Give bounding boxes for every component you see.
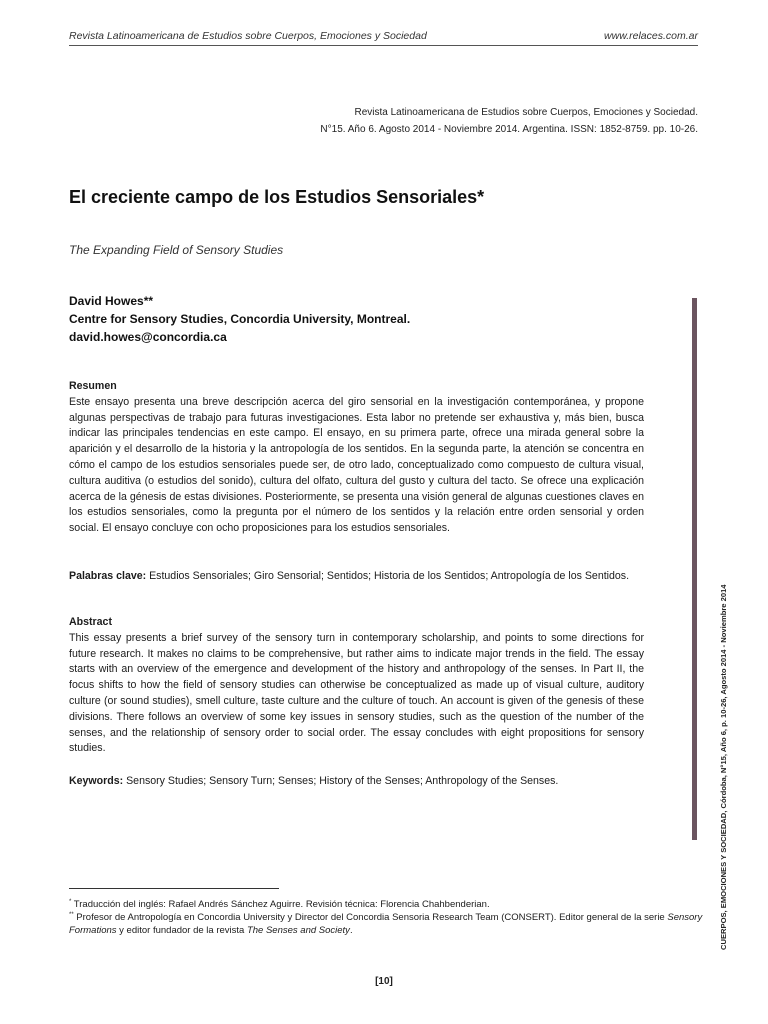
footnote-1-mark: * [69,899,72,905]
article-title: El creciente campo de los Estudios Sensoriales* [69,187,485,207]
keywords-text: Sensory Studies; Sensory Turn; Senses; History of the Senses; Anthropology of the Senses. [123,775,559,787]
footnote-2-text-c: . [349,925,353,937]
journal-info-line-1: Revista Latinoamericana de Estudios sobre Cuerpos, Emociones y Sociedad. [354,107,698,118]
palabras-clave-text: Estudios Sensoriales; Giro Sensorial; Sentidos; Historia de los Sentidos; Antropología de los Sentidos. [146,570,630,582]
author-affiliation: Centre for Sensory Studies, Concordia University, Montreal. [69,312,411,326]
author-block [69,292,410,346]
page-number: [10] [375,976,393,987]
footnote-1-text: Traducción del inglés: Rafael Andrés Sánchez Aguirre. Revisión técnica: Florencia Chahbenderian. [71,899,490,911]
author-email[interactable]: david.howes@concordia.ca [69,330,227,344]
article-subtitle: The Expanding Field of Sensory Studies [69,243,284,257]
footnote-2-text-a: Profesor de Antropología en Concordia University y Director del Concordia Sensoria Research Team (CONSERT). Editor general de la serie [73,912,668,924]
resumen-section [69,379,644,537]
journal-info-line-2: N°15. Año 6. Agosto 2014 - Noviembre 2014. Argentina. ISSN: 1852-8759. pp. 10-26. [320,124,698,135]
palabras-clave [69,569,644,585]
abstract-section [69,615,644,757]
resumen-heading: Resumen [69,380,117,392]
keywords-label: Keywords: [69,775,124,787]
footnote-2-series-title: Sensory Formations [69,912,703,937]
keywords [69,774,644,790]
header-journal-name: Revista Latinoamericana de Estudios sobre Cuerpos, Emociones y Sociedad [69,30,427,42]
palabras-clave-label: Palabras clave: [69,570,147,582]
sidebar-accent-bar [692,298,697,840]
sidebar-citation: CUERPOS, EMOCIONES Y SOCIEDAD, Córdoba, N°15, Año 6, p. 10-26, Agosto 2014 - Noviembre 2014 [719,584,728,950]
abstract-heading: Abstract [69,616,112,628]
footnote-2-text-b: y editor fundador de la revista [116,925,247,937]
resumen-text: Este ensayo presenta una breve descripción acerca del giro sensorial en la investigación contemporánea, y propone algunas perspectivas de trabajo para futuras investigaciones. Esta labor no pretende ser exhaustiva y, más bien, busca indicar las principales tendencias en este campo. El ensayo, en su primera parte, ofrece una mirada general sobre la aparición y el desarrollo de la historia y la antropología de los sentidos. En la segunda parte, la atención se concentra en cómo el campo de los estudios sensoriales puede ser, de otro lado, conceptualizado como compuesto de cultura visual, cultura auditiva (o estudios del sonido), cultura del olfato, cultura del gusto y cultura del tacto. Se ofrece una explicación acerca de la génesis de estas divisiones. Posteriormente, se presenta una visión general de algunas cuestiones claves en los estudios sensoriales, como la pregunta por el número de los sentidos y la relación entre orden sensorial y orden social. El ensayo concluye con ocho proposiciones para los estudios sensoriales. [69,395,644,535]
header-divider [69,45,698,46]
author-name: David Howes** [69,294,154,308]
footnote-divider [69,888,279,889]
abstract-text: This essay presents a brief survey of the sensory turn in contemporary scholarship, and points to some directions for future research. It makes no claims to be comprehensive, but rather aims to indicate major trends in the field. The essay starts with an overview of the emergence and development of the history and anthropology of the senses. In Part II, the focus shifts to how the field of sensory studies can otherwise be conceptualized as made up of visual culture, auditory culture (or sound studies), smell culture, taste culture and the culture of touch. An account is given of the genesis of these divisions. There follows an overview of some key issues in sensory studies, such as the question of the number of the senses, and the relationship of sensory order to social order. The essay concludes with eight propositions for sensory studies. [69,631,644,755]
header-url[interactable]: www.relaces.com.ar [604,30,698,42]
journal-info [320,104,698,138]
running-header [69,28,698,46]
footnote-2-journal-title: The Senses and Society [246,925,350,937]
footnote-2-mark: ** [69,912,74,918]
footnote-2 [69,909,709,937]
